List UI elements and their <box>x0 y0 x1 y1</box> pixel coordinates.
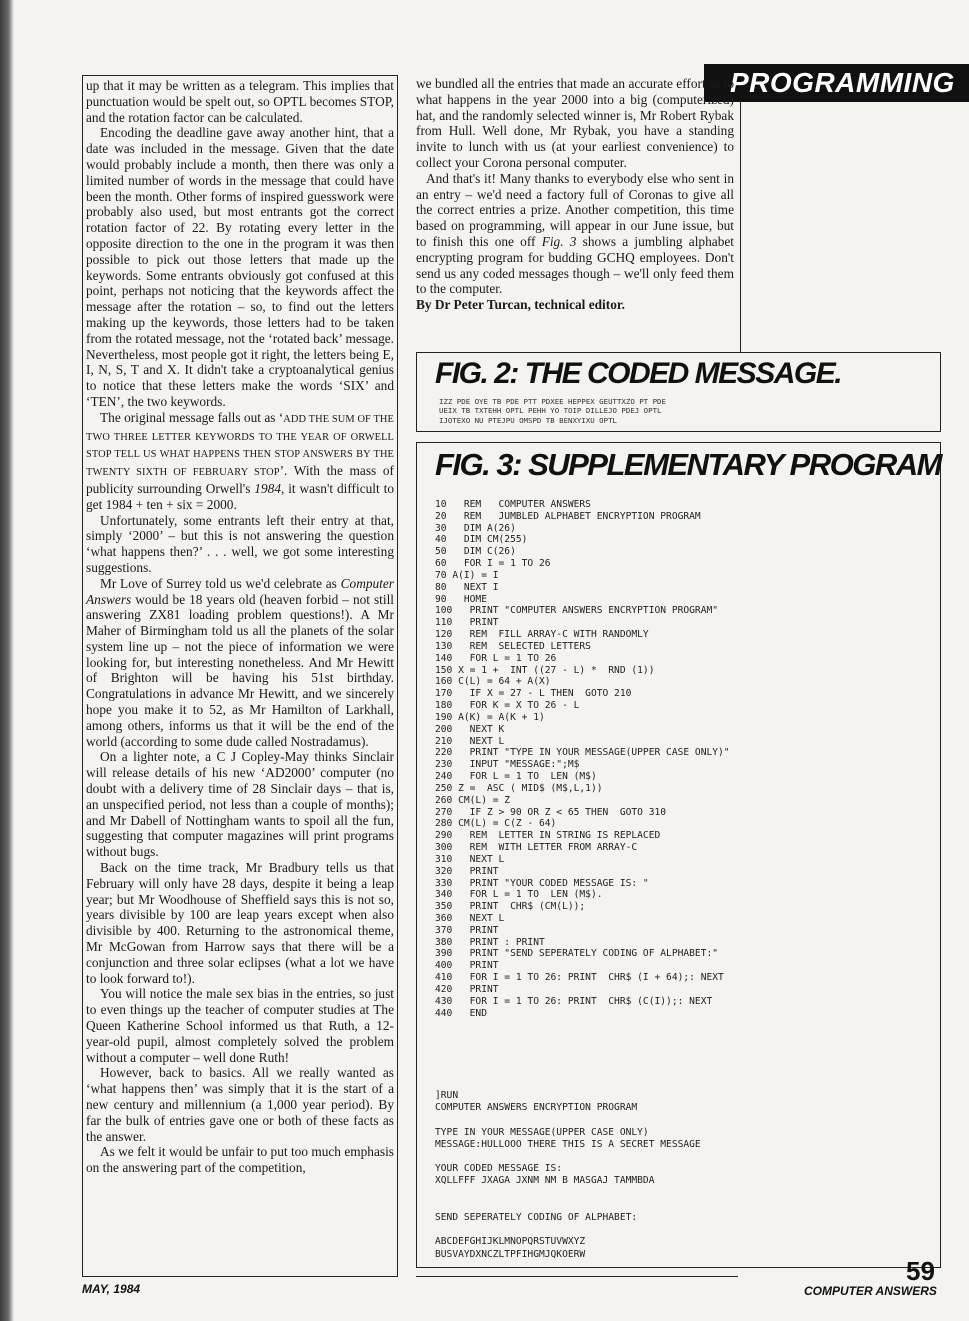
code-line: 340 FOR L = 1 TO LEN (M$). <box>435 889 603 901</box>
code-line: 60 FOR I = 1 TO 26 <box>435 558 551 570</box>
code-line: 300 REM WITH LETTER FROM ARRAY-C <box>435 842 638 854</box>
code-line: 320 PRINT <box>435 865 499 877</box>
code-line: 380 PRINT : PRINT <box>435 936 545 948</box>
code-line: 260 CM(L) = Z <box>435 794 511 806</box>
code-line: 20 REM JUMBLED ALPHABET ENCRYPTION PROGRAM <box>435 510 701 522</box>
text-run: The original message falls out as ‘ <box>100 409 284 425</box>
page-number: 59 <box>906 1256 935 1286</box>
code-line: 110 PRINT <box>435 617 499 629</box>
paragraph: On a lighter note, a C J Copley-May thinks Sinclair will release details of his new ‘AD2000’ computer (no doubt with a delivery time of 28 Sinclair days – that is, an unspecified period, not less than a couple of months); and Mr Dabell of Nottingham wants to spoil all the fun, suggesting that computer magazines will print programs without bugs. <box>86 749 394 860</box>
original-message-caps: ADD THE SUM OF THE TWO THREE LETTER KEYWORDS TO THE YEAR OF ORWELL STOP TELL US WHAT HAPPENS THEN STOP ANSWERS BY THE TWENTY SIXTH OF FEBRUARY STOP <box>86 413 394 479</box>
book-title: 1984 <box>254 480 281 496</box>
figure-2-title: FIG. 2: THE CODED MESSAGE. <box>435 357 842 390</box>
figure-2-box <box>416 352 941 432</box>
coded-message <box>439 397 939 425</box>
code-line: 280 CM(L) = C(Z - 64) <box>435 818 557 830</box>
code-line: TYPE IN YOUR MESSAGE(UPPER CASE ONLY) <box>435 1126 649 1138</box>
paragraph: You will notice the male sex bias in the entries, so just to even things up the teacher of computer studies at The Queen Katherine School informed us that Ruth, a 12-year-old pupil, almost completely solved the problem without a computer – well done Ruth! <box>86 986 394 1065</box>
code-line: 240 FOR L = 1 TO LEN (M$) <box>435 771 597 783</box>
code-line: 180 FOR K = X TO 26 - L <box>435 700 580 712</box>
code-line: ]RUN <box>435 1090 459 1101</box>
code-line: 400 PRINT <box>435 960 499 972</box>
code-line: 150 X = 1 + INT ((27 - L) * RND (1)) <box>435 664 655 676</box>
code-line: XQLLFFF JXAGA JXNM NM B MASGAJ TAMMBDA <box>435 1175 655 1187</box>
paragraph: As we felt it would be unfair to put too much emphasis on the answering part of the competition, <box>86 1144 394 1176</box>
code-line: SEND SEPERATELY CODING OF ALPHABET: <box>435 1212 638 1224</box>
coded-line: IZZ PDE OYE TB PDE PTT PDXEE HEPPEX GEUTTXZO PT PDE <box>439 397 666 406</box>
coded-line: UEIX TB TXTEHH OPTL PEHH YO TOIP DILLEJO PDEJ OPTL <box>439 406 662 416</box>
code-line: 330 PRINT "YOUR CODED MESSAGE IS: " <box>435 877 649 889</box>
text-run: Mr Love of Surrey told us we'd celebrate as <box>100 575 341 591</box>
code-line: 390 PRINT "SEND SEPERATELY CODING OF ALPHABET:" <box>435 948 719 960</box>
code-line: 420 PRINT <box>435 983 499 995</box>
paragraph: However, back to basics. All we really wanted as ‘what happens then’ was simply that it is the start of a new century and millennium (a 1,000 year period). By far the bulk of entries gave one or both of these facts as the answer. <box>86 1065 394 1144</box>
code-line: 290 REM LETTER IN STRING IS REPLACED <box>435 830 661 842</box>
paragraph: Unfortunately, some entrants left their entry at that, simply ‘2000’ – but this is not answering the question ‘what happens then?’ . . . well, we got some interesting suggestions. <box>86 512 394 575</box>
code-line: 430 FOR I = 1 TO 26: PRINT CHR$ (C(I));: NEXT <box>435 995 713 1007</box>
code-line: 100 PRINT "COMPUTER ANSWERS ENCRYPTION PROGRAM" <box>435 605 719 617</box>
paragraph <box>416 171 734 297</box>
code-line: 250 Z = ASC ( MID$ (M$,L,1)) <box>435 782 603 794</box>
code-line: 350 PRINT CHR$ (CM(L)); <box>435 901 586 913</box>
code-line: 220 PRINT "TYPE IN YOUR MESSAGE(UPPER CASE ONLY)" <box>435 747 730 759</box>
code-line: 10 REM COMPUTER ANSWERS <box>435 499 591 510</box>
code-line: YOUR CODED MESSAGE IS: <box>435 1163 563 1175</box>
footer-date: MAY, 1984 <box>82 1282 141 1296</box>
figure-3-title: FIG. 3: SUPPLEMENTARY PROGRAM <box>435 447 941 482</box>
coded-line: IJOTEXO NU PTEJPU OMSPD TB BENXYIXU OPTL <box>439 415 617 425</box>
code-line: 30 DIM A(26) <box>435 522 516 534</box>
code-line: 90 HOME <box>435 593 487 605</box>
bottom-rule <box>416 1276 738 1277</box>
paragraph <box>86 410 394 513</box>
code-line: 160 C(L) = 64 + A(X) <box>435 676 551 688</box>
code-line: ABCDEFGHIJKLMNOPQRSTUVWXYZ <box>435 1236 586 1248</box>
paragraph: we bundled all the entries that made an accurate effort as to what happens in the year 2000 into a big (computerized) hat, and the randomly selected winner is, Mr Robert Rybak from Hull. Well done, Mr Rybak, you have a standing invite to lunch with us (at your earliest convenience) to collect your Corona personal computer. <box>416 76 734 170</box>
left-column <box>82 75 398 1277</box>
byline: By Dr Peter Turcan, technical editor. <box>416 297 625 313</box>
code-line: 120 REM FILL ARRAY-C WITH RANDOMLY <box>435 629 649 641</box>
paragraph: Back on the time track, Mr Bradbury tells us that February will only have 28 days, despite it being a leap year; but Mr Woodhouse of Sheffield says this is not so, years divisible by 100 are leap years except when also divisible by 400. Returning to the astronomical theme, Mr McGowan from Harrow says that there will be a conjunction and three solar eclipses (what a lot we have to look forward to!). <box>86 860 394 986</box>
code-line: 140 FOR L = 1 TO 26 <box>435 652 557 664</box>
paragraph: up that it may be written as a telegram. This implies that punctuation would be spelt out, so OPTL becomes STOP, and the rotation factor can be calculated. <box>86 78 394 125</box>
code-line: 230 INPUT "MESSAGE:";M$ <box>435 759 580 771</box>
magazine-name: Computer Answers <box>86 575 394 607</box>
code-line: 50 DIM C(26) <box>435 546 516 558</box>
code-line: 270 IF Z > 90 OR Z < 65 THEN GOTO 310 <box>435 806 667 818</box>
code-line: 210 NEXT L <box>435 735 505 747</box>
text-run: ’. With the mass of publicity surrounding Orwell's <box>86 463 394 496</box>
code-line: 130 REM SELECTED LETTERS <box>435 640 591 652</box>
figure-reference: Fig. 3 <box>541 233 577 249</box>
code-line: BUSVAYDXNCZLTPFIHGMJQKOERW <box>435 1248 586 1260</box>
code-line: 440 END <box>435 1007 487 1019</box>
text-run: , it wasn't difficult to get 1984 + ten + six = 2000. <box>86 480 394 512</box>
code-line: 190 A(K) = A(K + 1) <box>435 711 545 723</box>
code-line: MESSAGE:HULLOOO THERE THIS IS A SECRET MESSAGE <box>435 1138 701 1150</box>
code-line: 310 NEXT L <box>435 853 505 865</box>
scan-edge <box>0 0 14 1321</box>
code-line: 80 NEXT I <box>435 581 499 593</box>
section-title: PROGRAMMING <box>730 67 955 98</box>
run-output <box>435 1090 701 1261</box>
text-run: And that's it! Many thanks to everybody else who sent in an entry – we'd need a factory full of Coronas to give all the correct entries a prize. Another competition, this time based on programming, will appear in our June issue, but to finish this one off <box>416 170 734 249</box>
code-line: 40 DIM CM(255) <box>435 534 528 546</box>
footer-magazine: COMPUTER ANSWERS <box>804 1284 937 1298</box>
code-line: 370 PRINT <box>435 924 499 936</box>
code-line: COMPUTER ANSWERS ENCRYPTION PROGRAM <box>435 1102 638 1114</box>
text-run: shows a jumbling alphabet encrypting program for budding GCHQ employees. Don't send us any coded messages though – we'll only feed them to the computer. <box>416 233 734 297</box>
paragraph <box>86 576 394 750</box>
code-line: 360 NEXT L <box>435 912 505 924</box>
code-line: 70 A(I) = I <box>435 569 499 581</box>
code-line: 170 IF X = 27 - L THEN GOTO 210 <box>435 688 632 700</box>
code-line: 410 FOR I = 1 TO 26: PRINT CHR$ (I + 64);: NEXT <box>435 972 724 984</box>
paragraph: Encoding the deadline gave away another hint, that a date was included in the message. Given that the date would probably include a month, then there was only a limited number of words in the message that could have been the month. Other forms of inspired guesswork were probably also used, but most entrants got the correct rotation factor of 22. By rotating every letter in the opposite direction to the one in the program it was then possible to pick out those letters that made up the keywords. Some entrants obviously got confused at this point, perhaps not noticing that the keywords affect the message after the rotation – so, to find out the letters making up the keywords, those letters had to be taken from the rotated message, not the ‘rotated back’ message. Nevertheless, most people got it right, the letters being E, I, N, S, T and X. It didn't take a cryptoanalytical genius to notice that these letters make the words ‘SIX’ and ‘TEN’, the two keywords. <box>86 125 394 409</box>
right-column <box>416 76 734 313</box>
column-rule <box>740 102 741 352</box>
text-run: would be 18 years old (heaven forbid – not still answering ZX81 loading problem questions!). A Mr Maher of Birmingham told us all the planets of the solar system line up – not the piece of information we were looking for, but interesting nonetheless. And Mr Hewitt of Brighton will be having his 51st birthday. Congratulations in advance Mr Hewitt, and we sincerely hope you make it to 52, as Mr Hamilton of Larkhall, among others, informs us that it will be the end of the world (according to some dude called Nostradamus). <box>86 591 394 749</box>
program-listing <box>435 499 730 1019</box>
code-line: 200 NEXT K <box>435 723 505 735</box>
section-banner <box>704 64 969 102</box>
figure-3-box <box>416 442 941 1268</box>
